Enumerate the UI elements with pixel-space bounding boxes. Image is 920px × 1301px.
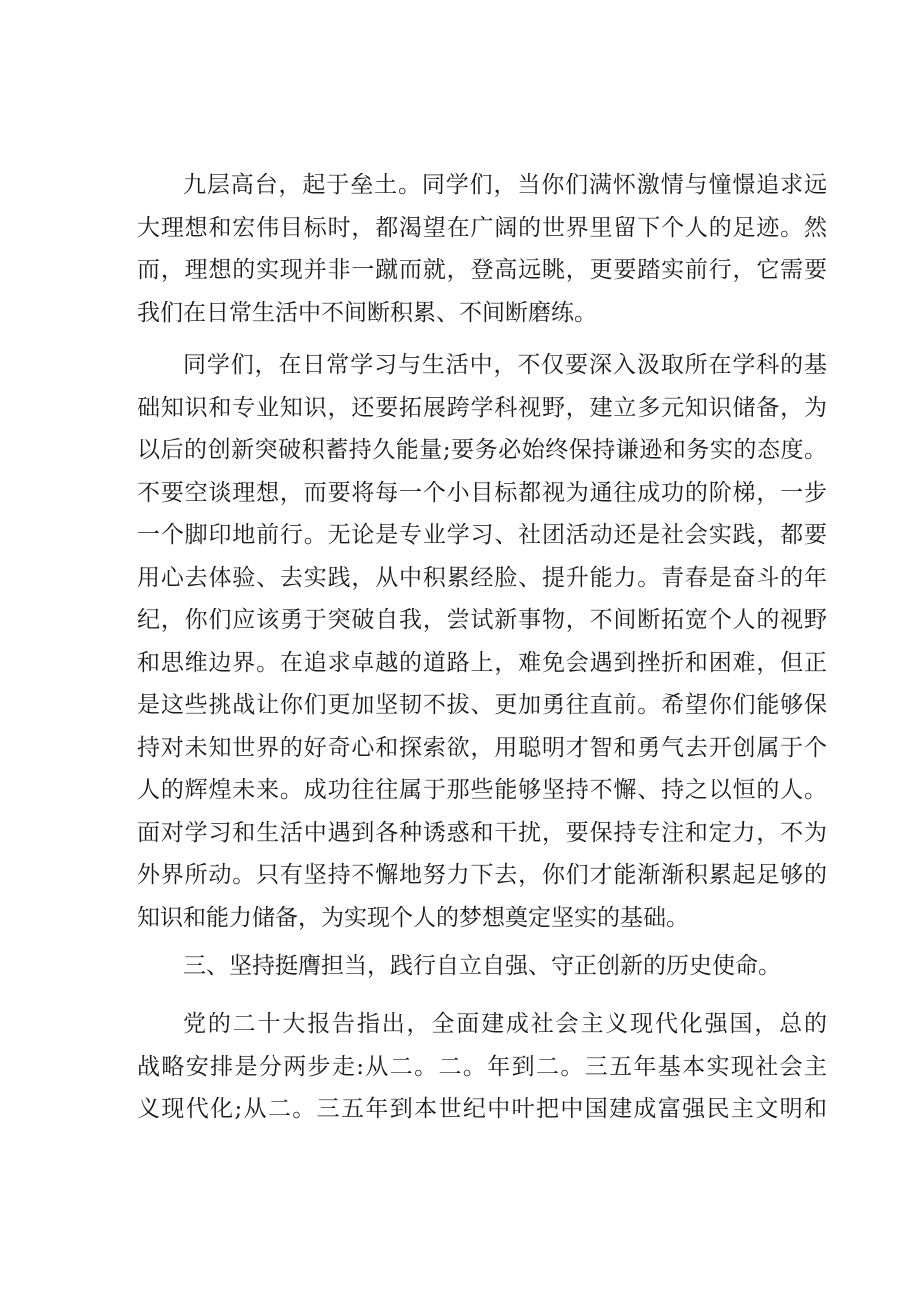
section-heading xyxy=(137,945,827,988)
paragraph-line: 九层高台，起于垒土。同学们，当你们满怀激情与憧憬追求远 xyxy=(183,172,827,198)
paragraph-line: 是这些挑战让你们更加坚韧不拔、更加勇往直前。希望你们能够保 xyxy=(137,692,827,718)
paragraph-2 xyxy=(137,344,827,939)
paragraph-line: 党的二十大报告指出，全面建成社会主义现代化强国，总的 xyxy=(183,1011,827,1037)
paragraph-line: 战略安排是分两步走:从二。二。年到二。三五年基本实现社会主 xyxy=(137,1053,827,1080)
paragraph-line: 用心去体验、去实践，从中积累经脸、提升能力。青春是奋斗的年 xyxy=(137,564,827,591)
paragraph-line: 以后的创新突破积蓄持久能量;要务必始终保持谦逊和务实的态度。 xyxy=(137,437,827,463)
paragraph-1 xyxy=(137,164,827,334)
paragraph-line: 大理想和宏伟目标时，都渴望在广阔的世界里留下个人的足迹。然 xyxy=(137,214,827,241)
paragraph-4 xyxy=(137,1003,827,1131)
paragraph-line: 义现代化;从二。三五年到本世纪中叶把中国建成富强民主文明和 xyxy=(137,1096,827,1122)
paragraph-line: 面对学习和生活中遇到各种诱惑和干扰，要保持专注和定力，不为 xyxy=(137,819,827,846)
paragraph-line: 知识和能力储备，为实现个人的梦想奠定坚实的基础。 xyxy=(137,904,689,931)
paragraph-line: 纪，你们应该勇于突破自我，尝试新事物，不间断拓宽个人的视野 xyxy=(137,607,827,633)
paragraph-line: 而，理想的实现并非一蹴而就，登高远眺，更要踏实前行，它需要 xyxy=(137,257,827,283)
paragraph-line: 我们在日常生活中不间断积累、不间断磨练。 xyxy=(137,299,597,326)
paragraph-line: 一个脚印地前行。无论是专业学习、社团活动还是社会实践，都要 xyxy=(137,522,827,548)
paragraph-line: 础知识和专业知识，还要拓展跨学科视野，建立多元知识储备，为 xyxy=(137,394,827,421)
paragraph-line: 外界所动。只有坚持不懈地努力下去，你们才能渐渐积累起足够的 xyxy=(137,862,827,888)
paragraph-line: 持对未知世界的好奇心和探索欲，用聪明才智和勇气去开创属于个 xyxy=(137,734,827,761)
section-heading-text: 三、坚持挺膺担当，践行自立自强、守正创新的历史使命。 xyxy=(183,953,781,979)
paragraph-line: 同学们，在日常学习与生活中，不仅要深入汲取所在学科的基 xyxy=(183,352,827,378)
paragraph-line: 和思维边界。在追求卓越的道路上，难免会遇到挫折和困难，但正 xyxy=(137,649,827,676)
paragraph-line: 不要空谈理想，而要将每一个小目标都视为通往成功的阶梯，一步 xyxy=(137,479,827,506)
paragraph-line: 人的辉煌未来。成功往往属于那些能够坚持不懈、持之以恒的人。 xyxy=(137,777,827,803)
